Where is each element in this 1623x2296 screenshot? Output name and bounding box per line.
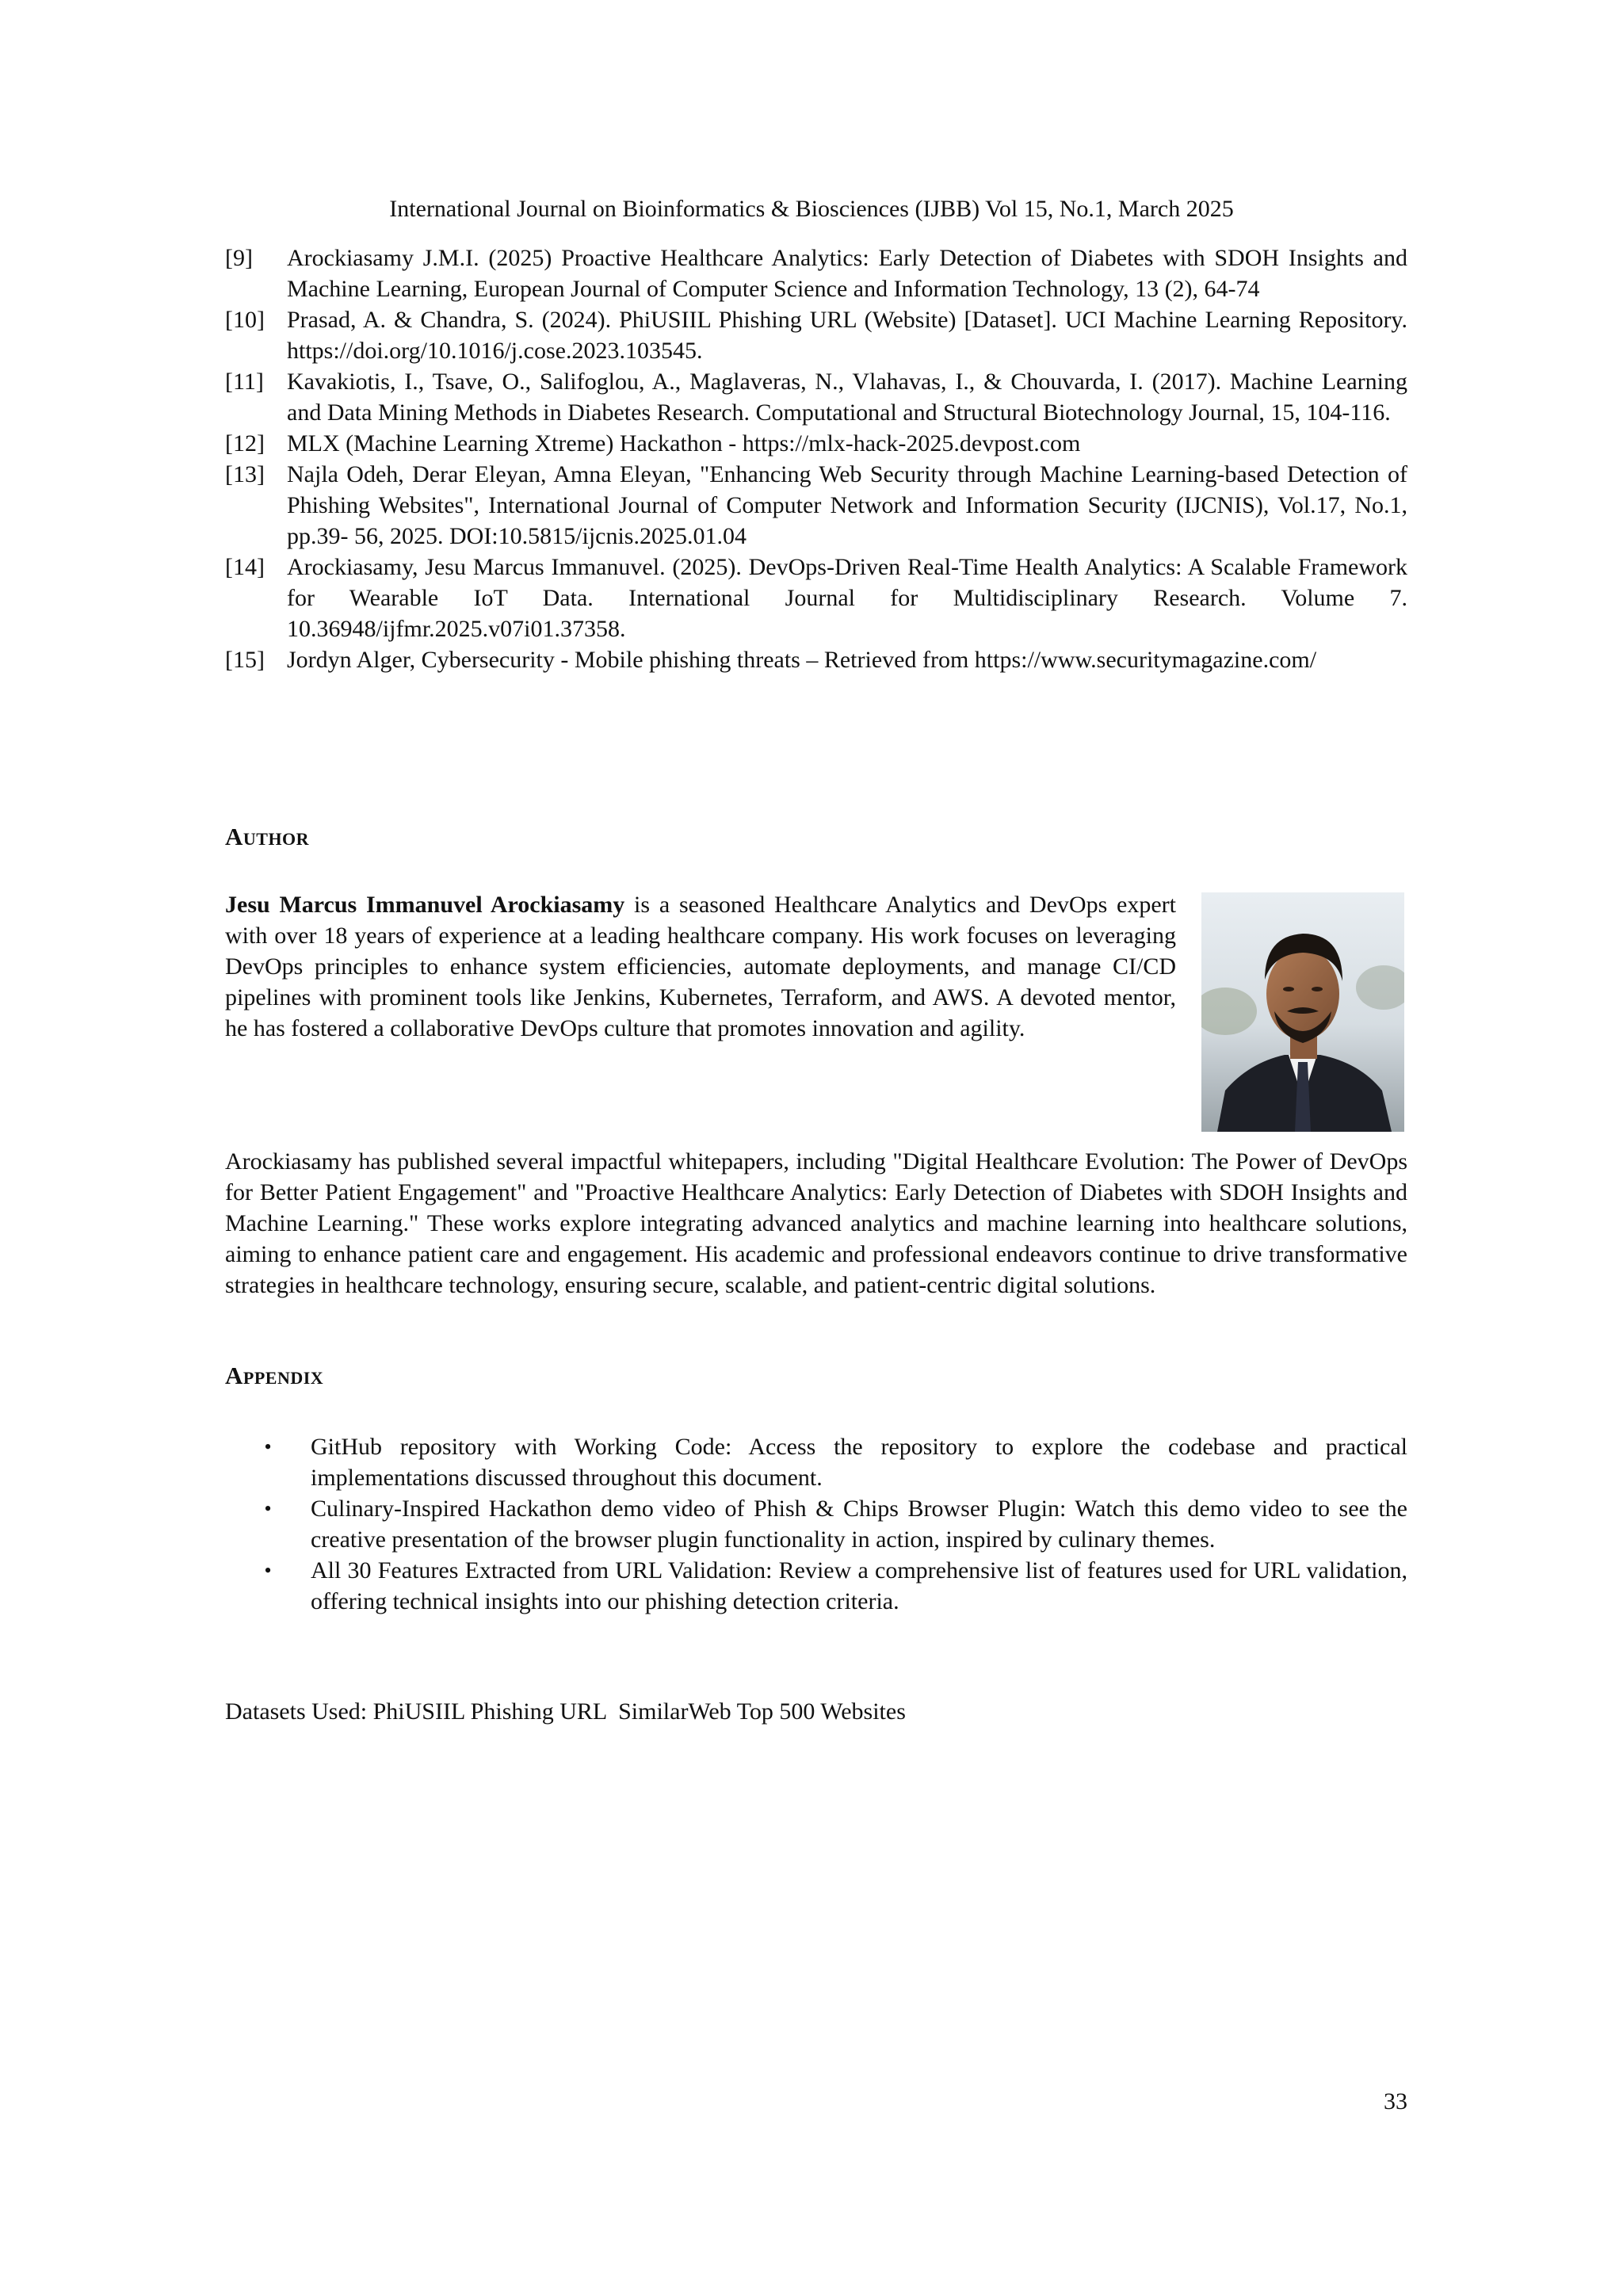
appendix-item [225, 1493, 1407, 1555]
reference-text: Arockiasamy J.M.I. (2025) Proactive Healthcare Analytics: Early Detection of Diabetes with SDOH Insights and Machine Learning, European Journal of Computer Science and Information Technology, 13 (2), 64-74 [287, 245, 1407, 302]
appendix-item [225, 1431, 1407, 1493]
reference-item [225, 366, 1407, 428]
running-header: International Journal on Bioinformatics & Biosciences (IJBB) Vol 15, No.1, March 2025 [389, 196, 1234, 222]
reference-text: Najla Odeh, Derar Eleyan, Amna Eleyan, "Enhancing Web Security through Machine Learning-based Detection of Phishing Websites", International Journal of Computer Network and Information Security (IJCNIS), Vol.17, No.1, pp.39- 56, 2025. DOI:10.5815/ijcnis.2025.01.04 [287, 461, 1407, 549]
appendix-heading: Appendix [225, 1362, 324, 1389]
bullet-icon: • [264, 1497, 272, 1520]
reference-text: MLX (Machine Learning Xtreme) Hackathon - https://mlx-hack-2025.devpost.com [287, 430, 1081, 457]
reference-item [225, 459, 1407, 552]
author-heading: Author [225, 823, 310, 850]
reference-number: [13] [225, 461, 265, 487]
bullet-icon: • [264, 1559, 272, 1582]
reference-number: [14] [225, 554, 265, 580]
author-portrait-image [1201, 892, 1404, 1132]
reference-number: [15] [225, 647, 265, 673]
page-number: 33 [1384, 2088, 1407, 2115]
appendix-list [225, 1431, 1407, 1617]
reference-item [225, 552, 1407, 644]
appendix-item [225, 1555, 1407, 1617]
reference-number: [12] [225, 430, 265, 457]
author-name: Jesu Marcus Immanuvel Arockiasamy [225, 892, 625, 918]
reference-item [225, 428, 1407, 459]
author-bio-text: is a seasoned Healthcare Analytics and DevOps expert with over 18 years of experience at a leading healthcare company. His work focuses on leveraging DevOps principles to enhance system efficiencies, automate deployments, and manage CI/CD pipelines with prominent tools like Jenkins, Kubernetes, Terraform, and AWS. A devoted mentor, he has fostered a collaborative DevOps culture that promotes innovation and agility. [225, 892, 1176, 1041]
reference-number: [11] [225, 369, 264, 395]
datasets-used: Datasets Used: PhiUSIIL Phishing URL SimilarWeb Top 500 Websites [225, 1698, 906, 1725]
reference-text: Kavakiotis, I., Tsave, O., Salifoglou, A., Maglaveras, N., Vlahavas, I., & Chouvarda, I. (2017). Machine Learning and Data Mining Methods in Diabetes Research. Computational and Structural Biotechnology Journal, 15, 104-116. [287, 369, 1407, 426]
reference-text: Arockiasamy, Jesu Marcus Immanuvel. (2025). DevOps-Driven Real-Time Health Analytics: A Scalable Framework for Wearable IoT Data. International Journal for Multidisciplinary Research. Volume 7. 10.36948/ijfmr.2025.v07i01.37358. [287, 554, 1407, 642]
reference-text: Prasad, A. & Chandra, S. (2024). PhiUSIIL Phishing URL (Website) [Dataset]. UCI Machine Learning Repository. https://doi.org/10.1016/j.cose.2023.103545. [287, 307, 1407, 364]
reference-item [225, 644, 1407, 675]
author-photo [1201, 892, 1404, 1132]
reference-item [225, 304, 1407, 366]
author-publications-paragraph: Arockiasamy has published several impactful whitepapers, including "Digital Healthcare Evolution: The Power of DevOps for Better Patient Engagement" and "Proactive Healthcare Analytics: Early Detection of Diabetes with SDOH Insights and Machine Learning." These works explore integrating advanced analytics and machine learning into healthcare solutions, aiming to enhance patient care and engagement. His academic and professional endeavors continue to drive transformative strategies in healthcare technology, ensuring secure, scalable, and patient-centric digital solutions. [225, 1148, 1407, 1298]
reference-text: Jordyn Alger, Cybersecurity - Mobile phishing threats – Retrieved from https://www.securitymagazine.com/ [287, 647, 1317, 673]
author-bio [225, 889, 1176, 1044]
appendix-item-text: GitHub repository with Working Code: Access the repository to explore the codebase and practical implementations discussed throughout this document. [311, 1434, 1407, 1491]
appendix-item-text: All 30 Features Extracted from URL Validation: Review a comprehensive list of features used for URL validation, offering technical insights into our phishing detection criteria. [311, 1557, 1407, 1614]
appendix-item-text: Culinary-Inspired Hackathon demo video of Phish & Chips Browser Plugin: Watch this demo video to see the creative presentation of the browser plugin functionality in action, inspired by culinary themes. [311, 1496, 1407, 1553]
reference-list [225, 243, 1407, 675]
bullet-icon: • [264, 1435, 272, 1458]
reference-number: [9] [225, 245, 253, 271]
reference-number: [10] [225, 307, 265, 333]
reference-item [225, 243, 1407, 304]
